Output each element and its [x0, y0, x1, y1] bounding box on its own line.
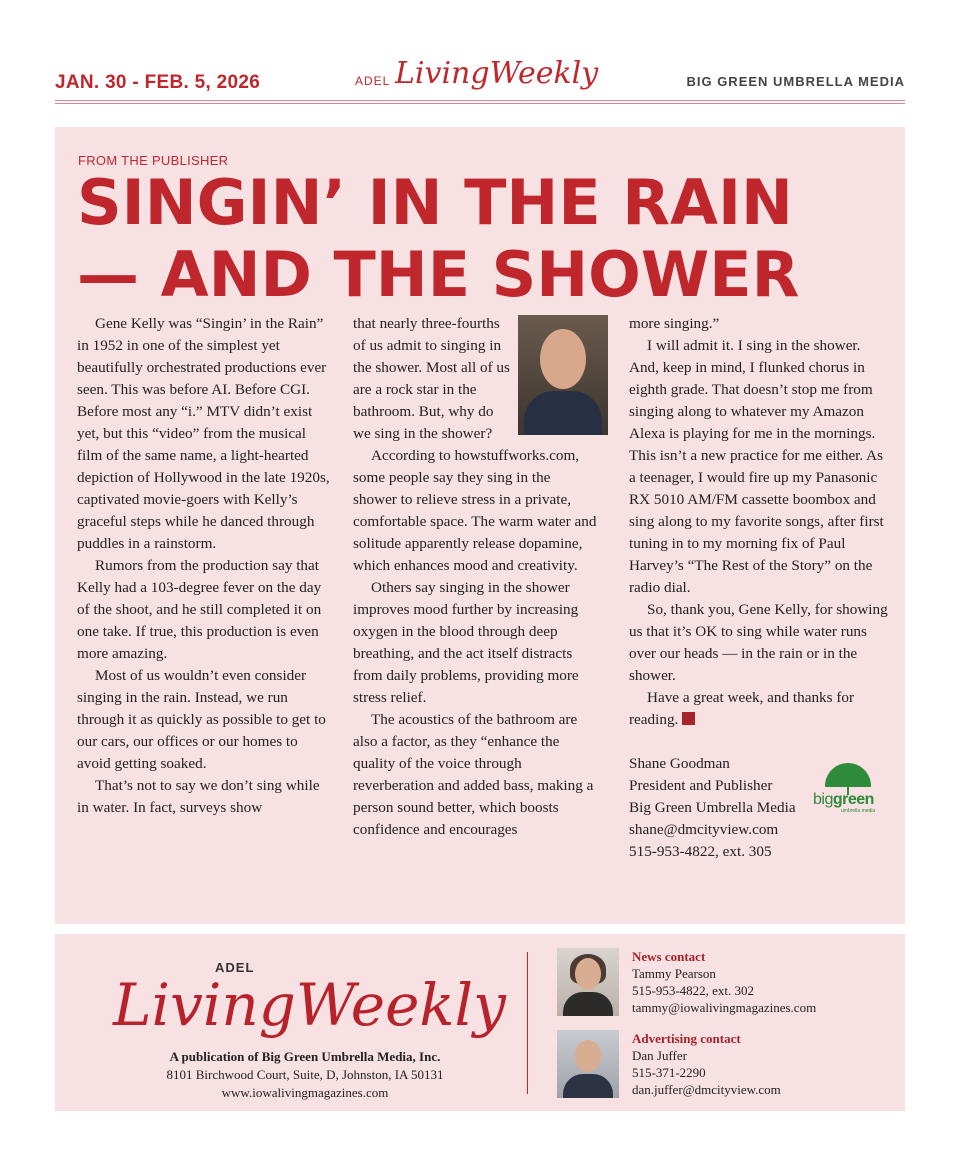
paragraph: That’s not to say we don’t sing while in water. In fact, surveys show [77, 777, 320, 816]
masthead-logo-city: ADEL [355, 74, 391, 88]
signature-company: Big Green Umbrella Media [629, 799, 796, 816]
masthead-logo [355, 56, 599, 100]
logo-word-bold: green [832, 791, 874, 808]
headline-line: SINGIN’ IN THE RAIN [77, 166, 793, 239]
advertising-contact-photo [557, 1030, 619, 1098]
publication-info [115, 1048, 495, 1102]
contact-role: News contact [632, 949, 706, 964]
paragraph: Most of us wouldn’t even consider singing in the rain. Instead, we run through it as quickly as possible to get to our cars, our offices or our homes to avoid getting soaked. [77, 667, 326, 772]
issue-date: JAN. 30 - FEB. 5, 2026 [55, 72, 261, 93]
logo-wordmark [813, 791, 874, 809]
article-column-1 [77, 313, 335, 819]
headline-line: — AND THE SHOWER [77, 238, 800, 311]
photo-figure-body [563, 992, 613, 1016]
contact-phone: 515-953-4822, ext. 302 [632, 983, 755, 998]
paragraph: So, thank you, Gene Kelly, for showing us that it’s OK to sing while water runs over our heads — in the rain or in the shower. [629, 601, 888, 684]
contact-name: Tammy Pearson [632, 966, 716, 981]
paragraph: Rumors from the production say that Kelly had a 103-degree fever on the day of the shoot, and he still completed it on one take. If true, this production is even more amazing. [77, 557, 322, 662]
footer-logo-city: ADEL [215, 960, 255, 975]
logo-subtext: umbrella media [841, 808, 876, 814]
contact-role: Advertising contact [632, 1031, 741, 1046]
end-mark-icon [682, 712, 695, 725]
photo-figure-head [575, 1040, 601, 1072]
paragraph: The acoustics of the bathroom are also a factor, as they “enhance the quality of the voice through reverberation and added bass, making a person sound better, which boosts confidence and encourages [353, 711, 594, 838]
footer-logo [113, 948, 506, 1058]
publication-line: A publication of Big Green Umbrella Media, Inc. [169, 1049, 441, 1064]
advertising-contact [557, 1030, 887, 1100]
big-green-umbrella-logo [813, 763, 883, 813]
article-headline [77, 167, 897, 311]
paragraph: Others say singing in the shower improves mood further by increasing oxygen in the blood through deep breathing, and the act itself distracts from daily problems, providing more stress relief. [353, 579, 579, 706]
contact-email[interactable]: tammy@iowalivingmagazines.com [632, 1000, 817, 1015]
masthead-logo-script: LivingWeekly [395, 56, 599, 91]
contact-phone: 515-371-2290 [632, 1065, 706, 1080]
contact-email[interactable]: dan.juffer@dmcityview.com [632, 1082, 781, 1097]
signature-title: President and Publisher [629, 777, 773, 794]
paragraph [629, 687, 889, 731]
footer-divider [527, 952, 528, 1094]
news-contact-details [632, 948, 816, 1016]
signature-phone: 515-953-4822, ext. 305 [629, 843, 772, 860]
contact-name: Dan Juffer [632, 1048, 687, 1063]
umbrella-icon [825, 763, 871, 787]
article-column-2 [353, 313, 598, 841]
photo-figure-body [563, 1074, 613, 1098]
publication-address: 8101 Birchwood Court, Suite, D, Johnston, IA 50131 [166, 1067, 444, 1082]
paragraph: that nearly three-fourths of us admit to singing in the shower. Most all of us are a rock star in the bathroom. But, why do we sing in the shower? [353, 315, 510, 442]
paragraph: I will admit it. I sing in the shower. And, keep in mind, I flunked chorus in eighth grade. That doesn’t stop me from singing along to whatever my Amazon Alexa is playing for me in the mornings. This isn’t a new practice for me either. As a teenager, I would fire up my Panasonic RX 5010 AM/FM cassette boombox and sing along to my favorite songs, after first tuning in to my morning fix of Paul Harvey’s “The Rest of the Story” on the radio dial. [629, 337, 884, 596]
publisher-article [55, 127, 905, 924]
news-contact-photo [557, 948, 619, 1016]
paragraph: According to howstuffworks.com, some people say they sing in the shower to relieve stress in a private, comfortable space. The warm water and solitude apparently release dopamine, which enhances mood and creativity. [353, 447, 597, 574]
logo-word-light: big [813, 791, 833, 808]
footer-logo-script: LivingWeekly [113, 971, 506, 1039]
signature-name: Shane Goodman [629, 755, 730, 772]
paragraph: more singing.” [629, 315, 720, 332]
paragraph: Gene Kelly was “Singin’ in the Rain” in 1952 in one of the simplest yet beautifully orchestrated productions ever seen. This was before AI. Before CGI. Before most any “i.” MTV didn’t exist yet, but this “video” from the musical film of the same name, a light-hearted depiction of Hollywood in the late 1920s, captivated movie-goers with Kelly’s graceful steps while he danced through puddles in a rainstorm. [77, 315, 330, 552]
news-contact [557, 948, 887, 1018]
signature-email[interactable]: shane@dmcityview.com [629, 821, 779, 838]
masthead [55, 56, 905, 104]
masthead-rule [55, 100, 905, 101]
publication-website[interactable]: www.iowalivingmagazines.com [221, 1085, 389, 1100]
masthead-rule [55, 103, 905, 104]
advertising-contact-details [632, 1030, 781, 1098]
footer [55, 934, 905, 1111]
masthead-company: BIG GREEN UMBRELLA MEDIA [686, 74, 905, 89]
photo-figure-head [575, 958, 601, 990]
closing-text: Have a great week, and thanks for reading. [629, 689, 855, 728]
article-kicker: FROM THE PUBLISHER [78, 153, 229, 168]
